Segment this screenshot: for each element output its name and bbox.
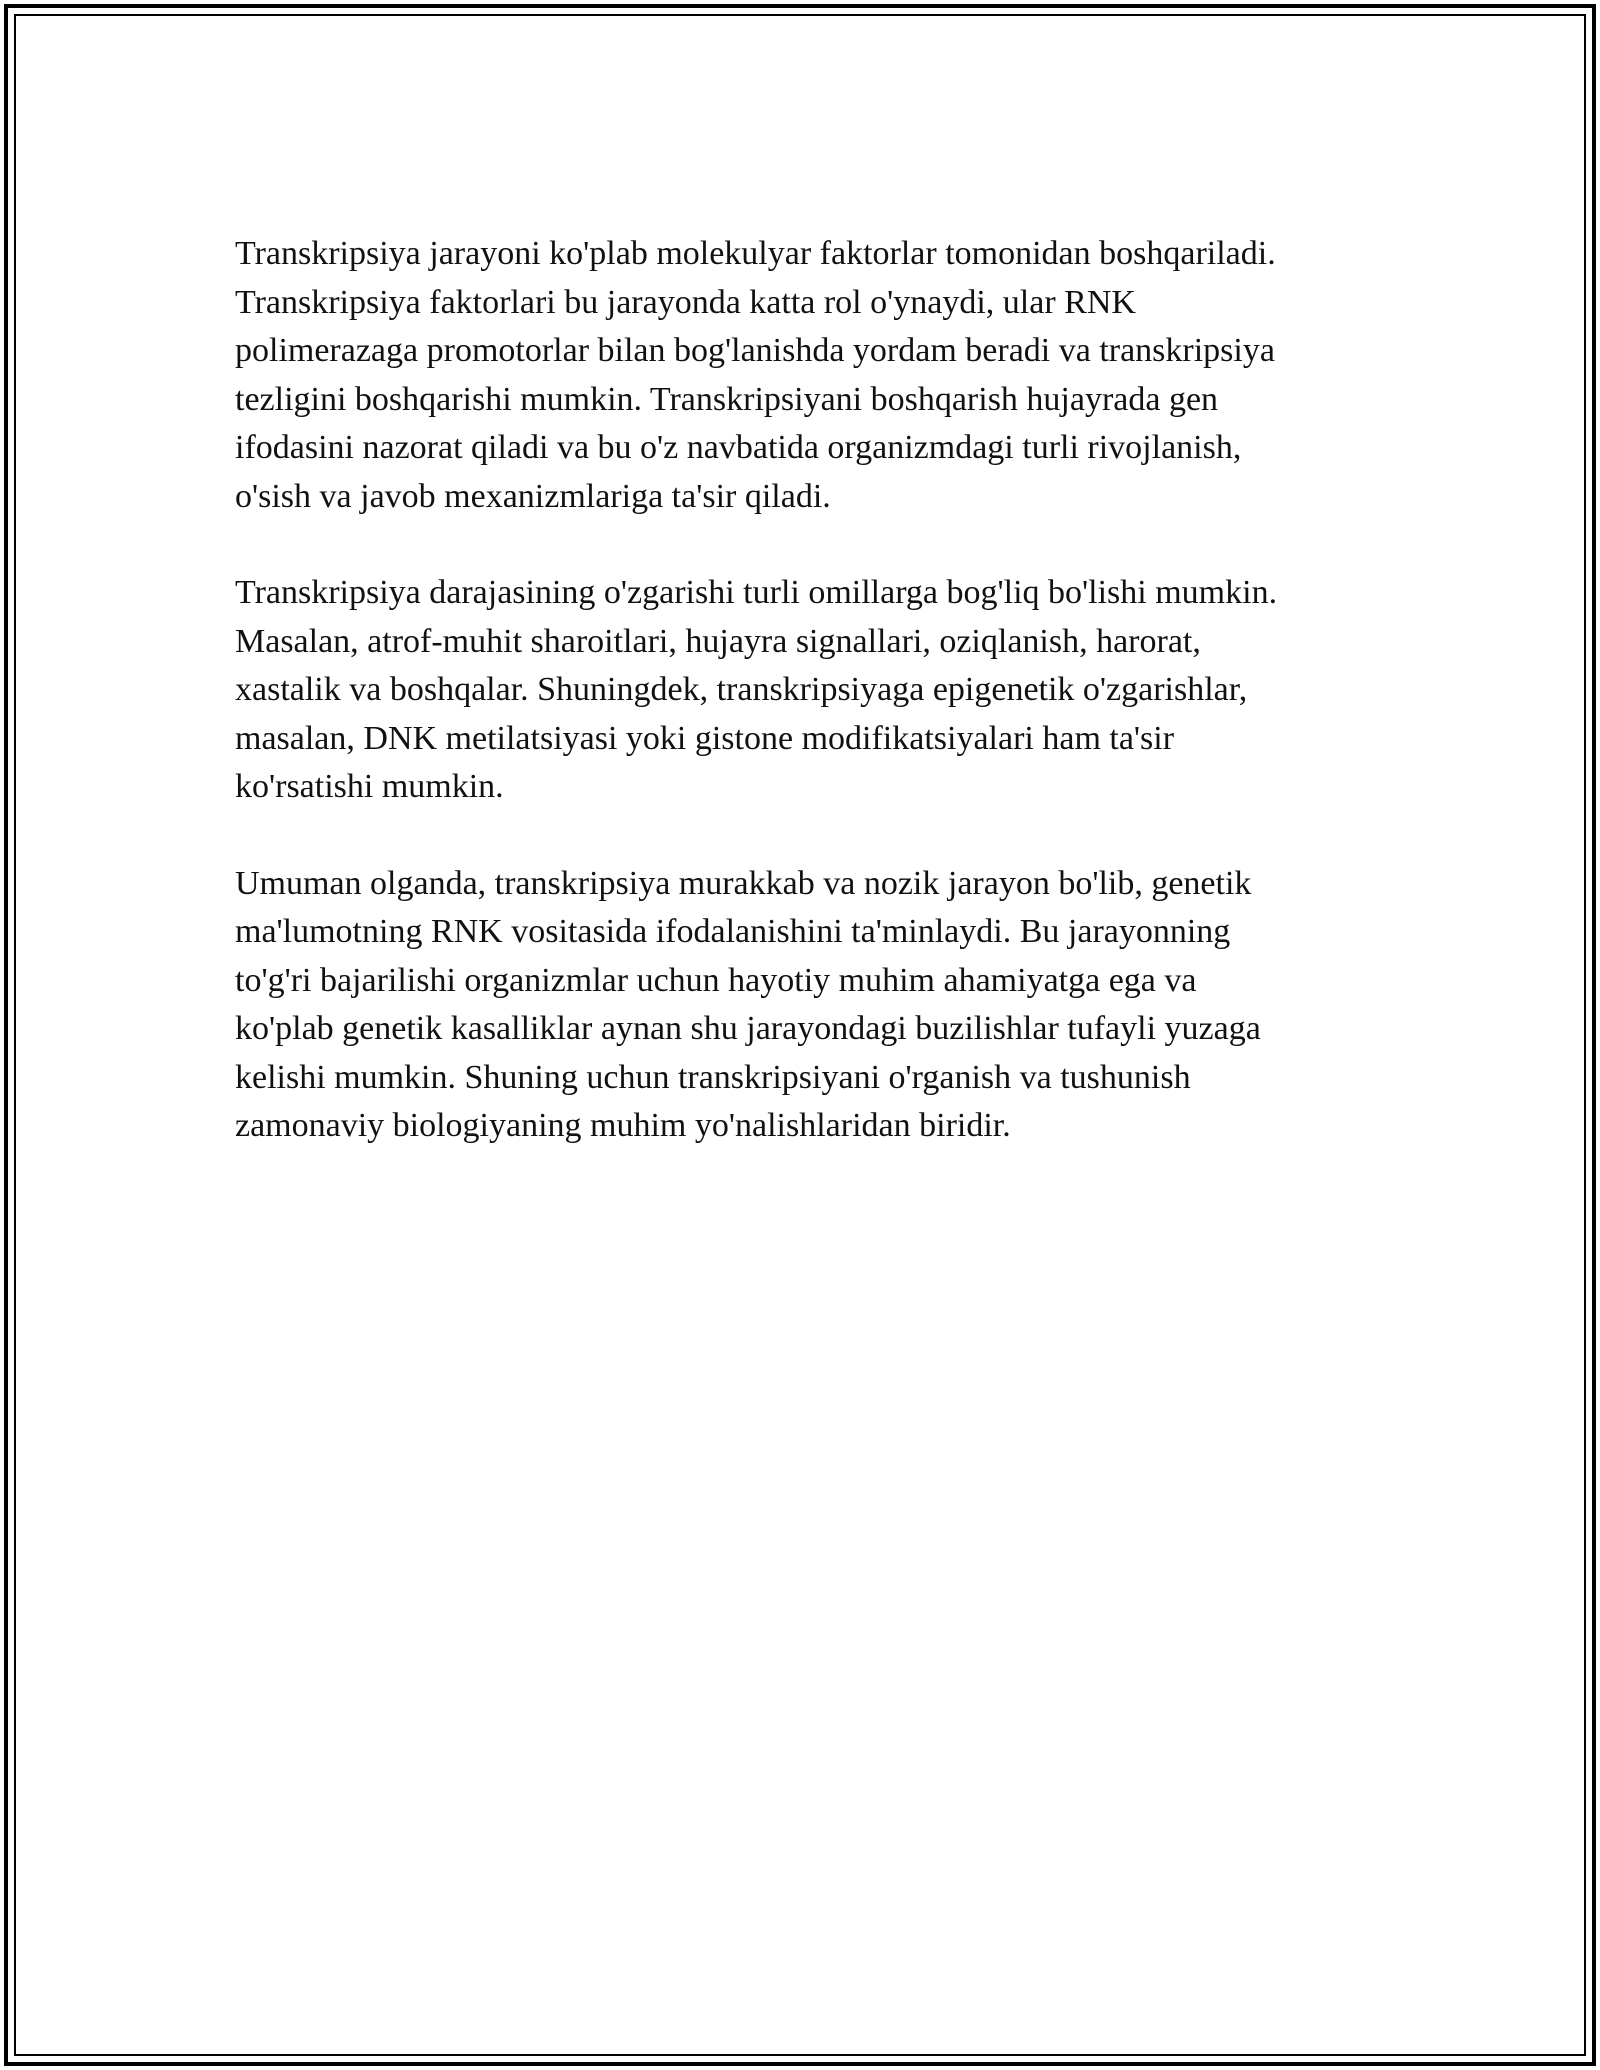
paragraph-1: Transkripsiya jarayoni ko'plab molekulyar faktorlar tomonidan boshqariladi. Transkripsiya faktorlari bu jarayonda katta rol o'ynaydi, ular RNK polimerazaga promotorlar bilan bog'lanishda yordam beradi va transkripsiya tezligini boshqarishi mumkin. Transkripsiyani boshqarish hujayrada gen ifodasini nazorat qiladi va bu o'z navbatida organizmdagi turli rivojlanish, o'sish va javob mexanizmlariga ta'sir qiladi. xyxy=(235,235,1276,515)
paragraph-2: Transkripsiya darajasining o'zgarishi turli omillarga bog'liq bo'lishi mumkin. Masalan, atrof-muhit sharoitlari, hujayra signallari, oziqlanish, harorat, xastalik va boshqalar. Shuningdek, transkripsiyaga epigenetik o'zgarishlar, masalan, DNK metilatsiyasi yoki gistone modifikatsiyalari ham ta'sir ko'rsatishi mumkin. xyxy=(235,574,1278,805)
document-body xyxy=(235,230,1385,1199)
paragraph-3: Umuman olganda, transkripsiya murakkab va nozik jarayon bo'lib, genetik ma'lumotning RNK vositasida ifodalanishini ta'minlaydi. Bu jarayonning to'g'ri bajarilishi organizmlar uchun hayotiy muhim ahamiyatga ega va ko'plab genetik kasalliklar aynan shu jarayondagi buzilishlar tufayli yuzaga kelishi mumkin. Shuning uchun transkripsiyani o'rganish va tushunish zamonaviy biologiyaning muhim yo'nalishlaridan biridir. xyxy=(235,864,1261,1144)
